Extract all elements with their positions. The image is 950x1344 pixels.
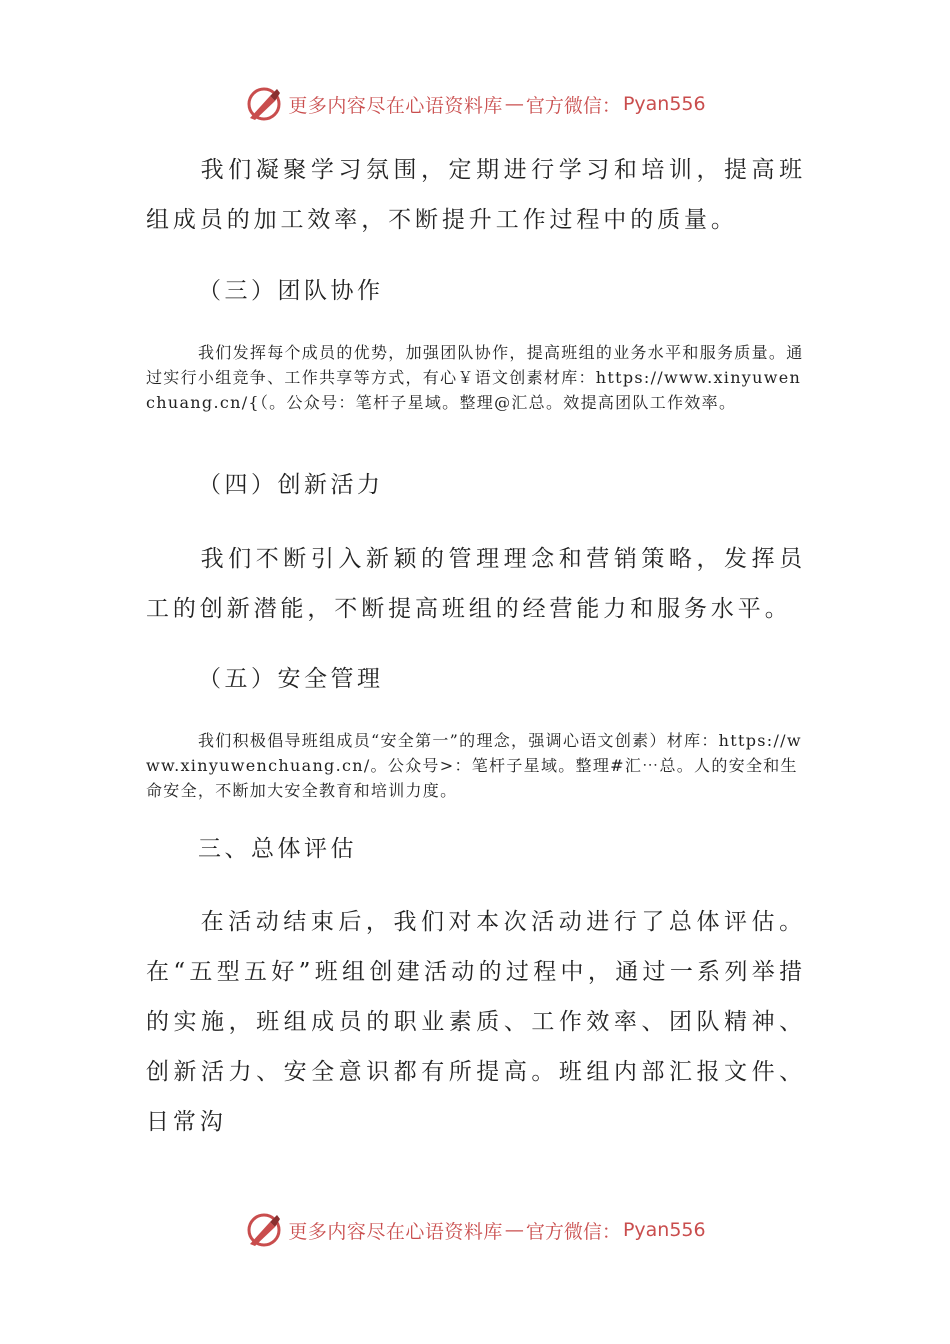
heading-safety: （五）安全管理 [198,666,384,692]
banner-wechat-label: 官方微信： [525,94,621,117]
paragraph-evaluation [146,897,806,1147]
banner-wechat-id: Pyan556 [622,1219,706,1241]
paragraph-text: 我们凝聚学习氛围，定期进行学习和培训，提高班组成员的加工效率，不断提升工作过程中的质量。 [146,157,806,233]
banner-dash: — [504,1219,524,1241]
paragraph-study [146,145,806,245]
pen-logo-icon [244,1210,284,1250]
footer-banner [0,1208,950,1252]
header-banner [0,82,950,126]
banner-slogan: 更多内容尽在心语资料库 [288,94,503,117]
paragraph-innovation [146,534,806,634]
pen-logo-icon [244,84,284,124]
paragraph-text: 在活动结束后，我们对本次活动进行了总体评估。在“五型五好”班组创建活动的过程中，通过一系列举措的实施，班组成员的职业素质、工作效率、团队精神、创新活力、安全意识都有所提高。班组内部汇报文件、日常沟 [146,909,806,1135]
paragraph-text: 我们发挥每个成员的优势，加强团队协作，提高班组的业务水平和服务质量。通过实行小组竞争、工作共享等方式，有心￥语文创素材库：https://www.xinyuwenchuang.cn/{（。公众号：笔杆子星域。整理@汇总。效提高团队工作效率。 [146,343,804,412]
banner-wechat-id: Pyan556 [622,93,706,115]
heading-overall-evaluation: 三、总体评估 [198,836,357,862]
paragraph-safety [146,728,808,803]
banner-slogan: 更多内容尽在心语资料库 [288,1220,503,1243]
paragraph-text: 我们积极倡导班组成员“安全第一”的理念，强调心语文创素）材库：https://www.xinyuwenchuang.cn/。公众号>：笔杆子星域。整理#汇⋯总。人的安全和生命安全，不断加大安全教育和培训力度。 [146,731,802,800]
paragraph-text: 我们不断引入新颖的管理理念和营销策略，发挥员工的创新潜能，不断提高班组的经营能力和服务水平。 [146,546,806,622]
heading-innovation: （四）创新活力 [198,472,384,498]
banner-dash: — [504,93,524,115]
paragraph-teamwork [146,340,808,415]
banner-wechat-label: 官方微信： [525,1220,621,1243]
heading-teamwork: （三）团队协作 [198,278,384,304]
